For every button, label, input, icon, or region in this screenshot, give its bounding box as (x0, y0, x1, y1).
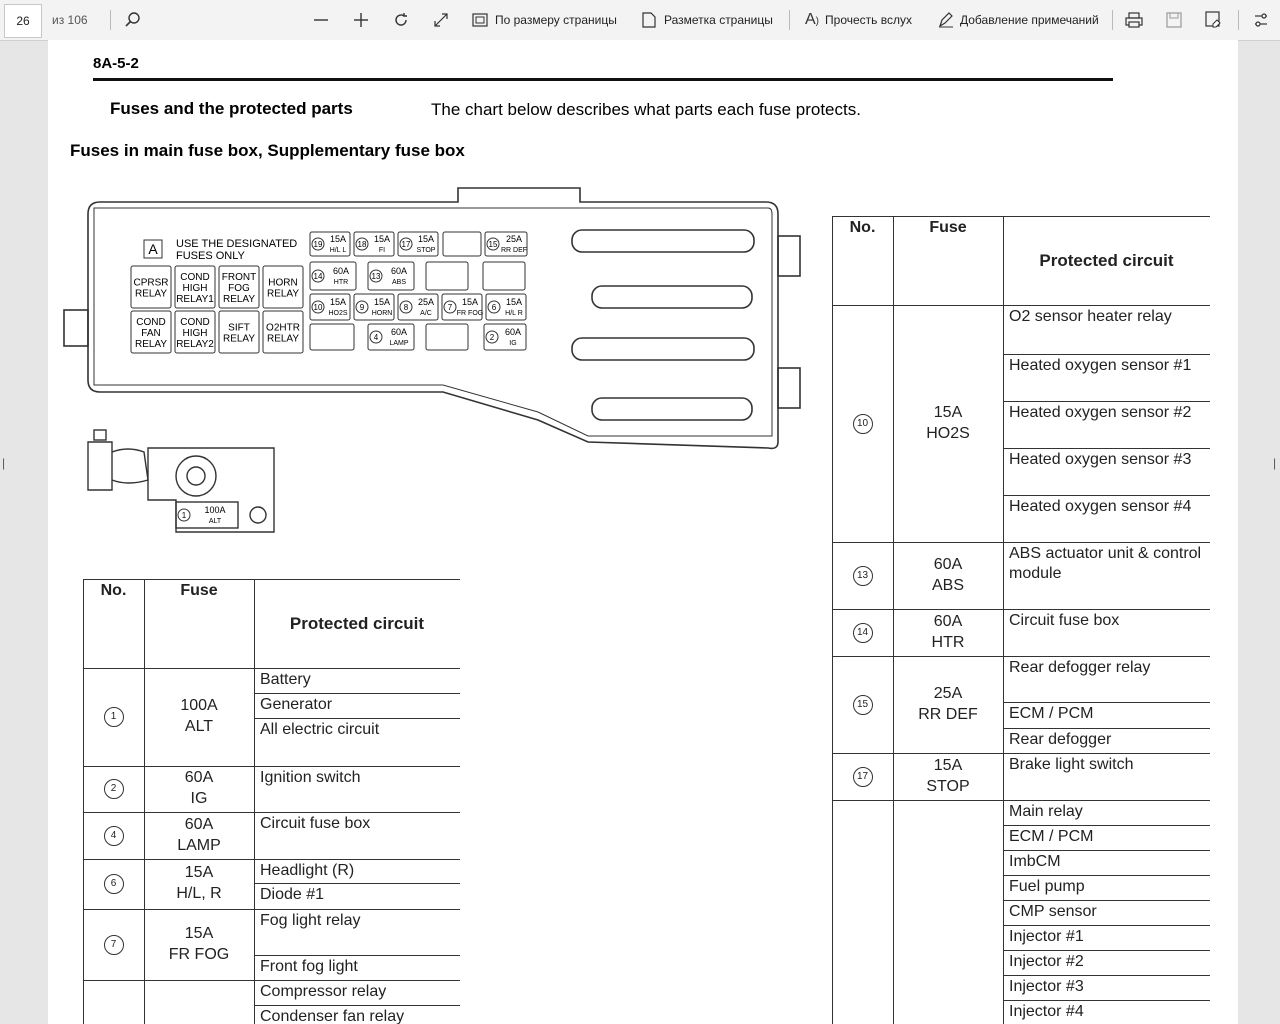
toolbar-divider (110, 10, 111, 30)
fuse-name: H/L L (329, 247, 347, 254)
protected-circuit-cell: Brake light switch (1009, 756, 1134, 773)
relay-label-line: HIGH (182, 328, 208, 339)
subsection-title: Fuses in main fuse box, Supplementary fuse box (70, 141, 465, 160)
fuse-name: IG (509, 340, 517, 347)
fuse-slot-17 (398, 232, 438, 256)
save-button[interactable] (1166, 0, 1182, 40)
designated-note-line2: FUSES ONLY (176, 250, 245, 262)
fuse-amperage: 15A (417, 234, 435, 244)
search-icon (124, 11, 142, 29)
relay-label-line: FRONT (221, 272, 257, 283)
protected-circuit-cell: Heated oxygen sensor #3 (1009, 451, 1192, 468)
fuse-name-cell: FR FOG (168, 945, 230, 963)
designated-note-line1: USE THE DESIGNATED (176, 238, 298, 250)
protected-circuit-cell: ECM / PCM (1009, 828, 1094, 845)
read-aloud-icon: A) (805, 11, 820, 28)
fuse-name-cell: HTR (931, 633, 965, 651)
left-fuse-table (83, 579, 461, 1024)
protected-circuit-cell: Injector #4 (1009, 1003, 1084, 1020)
protected-circuit-cell: Diode #1 (260, 886, 325, 903)
printer-icon (1125, 11, 1143, 29)
fuse-name: H/L R (505, 310, 523, 317)
relay-label-line: COND (180, 317, 210, 328)
fuse-name: STOP (416, 247, 436, 254)
protected-circuit-cell: Headlight (R) (260, 862, 355, 879)
row-divider (832, 609, 1210, 610)
fuse-amperage: 25A (505, 234, 523, 244)
fuse-amperage: 60A (504, 327, 522, 337)
fit-page-icon (472, 13, 488, 27)
read-aloud-button[interactable] (805, 0, 912, 40)
circuit-divider (1003, 875, 1210, 876)
relay-o2htr-relay (263, 311, 303, 353)
relay-label-line: RELAY (134, 339, 168, 350)
pen-icon (938, 12, 954, 28)
page-layout-icon (642, 12, 656, 28)
relay-label-line: HIGH (182, 283, 208, 294)
fuse-name: HORN (371, 310, 393, 317)
fuse-name-cell: STOP (926, 777, 970, 795)
protected-circuit-cell: Injector #3 (1009, 978, 1084, 995)
fuse-slot-7 (442, 294, 483, 320)
relay-label-line: SIFT (228, 322, 250, 334)
fuse-number: 19 (313, 240, 323, 249)
fuse-name: HO2S (328, 310, 348, 317)
save-as-icon (1205, 11, 1223, 29)
header-protected-circuit: Protected circuit (1039, 250, 1174, 270)
relay-label-line: HORN (268, 277, 298, 289)
fuse-box-diagram (48, 180, 818, 540)
relay-label-line: RELAY (222, 294, 256, 305)
row-divider (832, 656, 1210, 657)
toolbar-divider (1112, 10, 1113, 30)
fuse-amperage: 60A (332, 266, 350, 276)
column-divider (254, 579, 255, 1024)
add-notes-label: Добавление примечаний (960, 13, 1099, 27)
fuse-number: 15 (488, 240, 498, 249)
relay-label-line: O2HTR (266, 322, 300, 334)
relay-label-line: RELAY2 (176, 339, 214, 350)
fuse-slot-15 (485, 232, 527, 256)
relay-group (131, 266, 303, 353)
fuse-box-label (144, 238, 297, 262)
header-bottom-rule (832, 305, 1210, 306)
fuse-name-cell: ABS (931, 576, 964, 594)
fuse-amperage: 60A (390, 266, 408, 276)
fuse-slot-13 (368, 262, 414, 290)
fuse-number: 2 (489, 333, 495, 342)
fuse-slot-10 (310, 294, 350, 320)
fuse-amperage: 15A (461, 297, 479, 307)
circuit-divider (1003, 975, 1210, 976)
fuse-slot-9 (354, 294, 394, 320)
protected-circuit-cell: CMP sensor (1009, 903, 1097, 920)
protected-circuit-cell: Compressor relay (260, 983, 387, 1000)
fuse-name-cell: IG (190, 790, 208, 807)
fuse-amperage-cell: 15A (933, 403, 963, 421)
circuit-divider (1003, 850, 1210, 851)
circuit-divider (254, 955, 460, 956)
relay-cond-high-relay1 (175, 266, 215, 308)
fuse-number: 8 (403, 303, 409, 312)
fuse-number-badge: 6 (104, 874, 124, 894)
fuse-amperage-cell: 60A (184, 815, 214, 833)
fuse-number: 18 (357, 240, 367, 249)
fuse-number-badge: 7 (104, 935, 124, 955)
fuse-number-badge: 15 (853, 695, 873, 715)
zoom-out-button[interactable] (312, 0, 330, 40)
fuse-amperage: 15A (329, 234, 347, 244)
settings-icon (1252, 11, 1270, 29)
save-as-button[interactable] (1205, 0, 1223, 40)
table-left-rule (832, 216, 833, 1024)
fuse-name-cell: LAMP (177, 836, 221, 854)
rotate-icon (392, 11, 410, 29)
column-divider (1003, 216, 1004, 1024)
relay-label-line: RELAY (266, 288, 300, 300)
row-divider (832, 753, 1210, 754)
relay-label-line: COND (136, 317, 166, 328)
circuit-divider (1003, 950, 1210, 951)
fuse-number: 17 (401, 240, 411, 249)
table-top-rule (83, 579, 460, 580)
rotate-button[interactable] (392, 0, 410, 40)
protected-circuit-cell: ImbCM (1009, 853, 1061, 870)
protected-circuit-cell: ABS actuator unit & control module (1009, 545, 1202, 582)
header-no: No. (849, 219, 876, 236)
header-rule (93, 78, 1113, 81)
protected-circuit-cell: Main relay (1009, 803, 1083, 820)
fuse-number-badge: 17 (853, 767, 873, 787)
relay-label-line: RELAY (222, 333, 256, 345)
header-fuse: Fuse (929, 219, 967, 236)
scroll-right-arrow-icon[interactable]: | (1273, 456, 1277, 470)
plus-icon (352, 11, 370, 29)
fuse-name: FR FOG (456, 310, 484, 317)
fuse-name: LAMP (389, 340, 409, 347)
fuse-slot-19 (310, 232, 350, 256)
fuse-amperage-cell: 60A (184, 769, 214, 786)
relay-label-line: FOG (228, 283, 250, 294)
circuit-divider (1003, 448, 1210, 449)
fit-page-button[interactable] (472, 0, 617, 40)
page-number-input[interactable] (4, 4, 42, 38)
search-button[interactable] (124, 0, 142, 40)
relay-label-line: RELAY1 (176, 294, 214, 305)
protected-circuit-cell: O2 sensor heater relay (1009, 308, 1172, 325)
right-fuse-table (832, 216, 1210, 1024)
fuse-slot-4 (368, 324, 414, 350)
fuse-number-badge: 10 (853, 414, 873, 434)
header-bottom-rule (83, 668, 460, 669)
relay-label-line: FAN (141, 328, 161, 339)
section-title: Fuses and the protected parts (110, 99, 353, 118)
fuse-name: ABS (391, 279, 407, 286)
protected-circuit-cell: Heated oxygen sensor #1 (1009, 357, 1192, 374)
row-divider (83, 859, 460, 860)
fuse-amperage-cell: 15A (933, 756, 963, 774)
fuse-number: 7 (447, 303, 453, 312)
relay-label-line: COND (180, 272, 210, 283)
fuse-group (310, 232, 527, 350)
fuse-name-cell: HO2S (926, 424, 970, 442)
circuit-divider (254, 693, 460, 694)
header-no: No. (100, 582, 127, 599)
protected-circuit-cell: Rear defogger (1009, 731, 1112, 748)
fuse-name: HTR (333, 279, 349, 286)
header-fuse: Fuse (180, 582, 218, 599)
fuse-slot-1 (178, 505, 226, 525)
fuse-slot-18 (354, 232, 394, 256)
zoom-in-button[interactable] (352, 0, 370, 40)
fuse-number-badge: 2 (104, 779, 124, 799)
protected-circuit-cell: Heated oxygen sensor #2 (1009, 404, 1192, 421)
protected-circuit-cell: Heated oxygen sensor #4 (1009, 498, 1192, 515)
toolbar-divider (789, 10, 790, 30)
fuse-number: 14 (313, 272, 323, 281)
fuse-number: 10 (313, 303, 323, 312)
table-top-rule (832, 216, 1210, 217)
fuse-number: 9 (359, 303, 365, 312)
protected-circuit-cell: Front fog light (260, 958, 358, 975)
relay-sift-relay (219, 311, 259, 353)
add-notes-button[interactable] (938, 0, 1099, 40)
relay-label-line: CPRSR (133, 277, 169, 289)
page-reference: 8A-5-2 (93, 55, 139, 72)
fuse-amperage: 15A (505, 297, 523, 307)
fuse-slot-6 (486, 294, 526, 320)
relay-label-line: RELAY (266, 333, 300, 345)
protected-circuit-cell: Circuit fuse box (1009, 612, 1120, 629)
relay-cprsr-relay (131, 266, 171, 308)
save-icon (1166, 12, 1182, 28)
protected-circuit-cell: Condenser fan relay (260, 1008, 405, 1024)
fuse-name-cell: H/L, R (176, 885, 222, 902)
fuse-amperage: 60A (390, 327, 408, 337)
circuit-divider (254, 1005, 460, 1006)
fullscreen-button[interactable] (432, 0, 450, 40)
fuse-number-badge: 4 (104, 826, 124, 846)
fuse-box-outline (64, 188, 800, 448)
circuit-divider (1003, 401, 1210, 402)
circuit-divider (1003, 495, 1210, 496)
row-divider (83, 909, 460, 910)
circuit-divider (1003, 728, 1210, 729)
protected-circuit-cell: Battery (260, 671, 311, 688)
column-divider (893, 216, 894, 1024)
fuse-name: A/C (420, 310, 432, 317)
collapse-arrows-icon (432, 11, 450, 29)
scroll-left-arrow-icon[interactable]: | (2, 456, 6, 470)
protected-circuit-cell: Ignition switch (260, 769, 361, 786)
protected-circuit-cell: Circuit fuse box (260, 815, 371, 832)
circuit-divider (1003, 925, 1210, 926)
section-description: The chart below describes what parts each fuse protects. (431, 100, 861, 119)
protected-circuit-cell: ECM / PCM (1009, 705, 1094, 722)
protected-circuit-cell: Fog light relay (260, 912, 361, 929)
fuse-amperage: 15A (373, 234, 391, 244)
column-divider (144, 579, 145, 1024)
fuse-number: 13 (371, 272, 381, 281)
protected-circuit-cell: Injector #2 (1009, 953, 1084, 970)
table-left-rule (83, 579, 84, 1024)
row-divider (83, 812, 460, 813)
relay-cond-fan-relay (131, 311, 171, 353)
fuse-slot-8 (398, 294, 438, 320)
fuse-number: 1 (181, 511, 187, 520)
minus-icon (312, 11, 330, 29)
fuse-amperage-cell: 60A (933, 612, 963, 630)
page-total: из 106 (52, 13, 88, 27)
protected-circuit-cell: Fuel pump (1009, 878, 1085, 895)
protected-circuit-cell: Generator (260, 696, 333, 713)
fuse-number: 4 (373, 333, 379, 342)
protected-circuit-cell: All electric circuit (260, 721, 380, 738)
fuse-amperage-cell: 15A (184, 924, 214, 942)
terminal-fuse-label (178, 505, 226, 525)
fuse-slot-14 (310, 262, 356, 290)
toolbar-divider (1238, 10, 1239, 30)
box-letter: A (148, 241, 158, 257)
row-divider (83, 980, 460, 981)
circuit-divider (1003, 702, 1210, 703)
fuse-amperage-cell: 25A (933, 684, 963, 702)
relay-front-fog-relay (219, 266, 259, 308)
fuse-name: RR DEF (500, 247, 528, 254)
fuse-number-badge: 13 (853, 566, 873, 586)
fuse-amperage: 15A (373, 297, 391, 307)
fuse-number: 6 (491, 303, 497, 312)
circuit-divider (1003, 354, 1210, 355)
fuse-amperage: 15A (329, 297, 347, 307)
fuse-name: ALT (208, 518, 222, 525)
circuit-divider (254, 718, 460, 719)
relay-cond-high-relay2 (175, 311, 215, 353)
protected-circuit-cell: Injector #1 (1009, 928, 1084, 945)
circuit-divider (1003, 1000, 1210, 1001)
pdf-toolbar (0, 0, 1280, 41)
fuse-amperage-cell: 15A (184, 864, 214, 881)
page-layout-label: Разметка страницы (664, 13, 773, 27)
fuse-amperage-cell: 100A (180, 697, 218, 714)
fit-page-label: По размеру страницы (495, 13, 617, 27)
row-divider (832, 800, 1210, 801)
fuse-amperage-cell: 60A (933, 555, 963, 573)
fuse-name-cell: RR DEF (918, 705, 978, 723)
circuit-divider (1003, 900, 1210, 901)
circuit-divider (254, 883, 460, 884)
fuse-name: FI (378, 247, 386, 254)
page-current: 26 (16, 14, 30, 28)
fuse-number-badge: 1 (104, 707, 124, 727)
relay-label-line: RELAY (134, 288, 168, 300)
fuse-amperage: 100A (204, 505, 226, 515)
fuse-number-badge: 14 (853, 623, 873, 643)
read-aloud-label: Прочесть вслух (825, 13, 912, 27)
fuse-amperage: 25A (417, 297, 435, 307)
fuse-name-cell: ALT (184, 718, 214, 735)
circuit-divider (1003, 825, 1210, 826)
row-divider (832, 542, 1210, 543)
settings-button[interactable] (1252, 0, 1270, 40)
relay-horn-relay (263, 266, 303, 308)
page-layout-button[interactable] (642, 0, 773, 40)
document-page (48, 40, 1238, 1024)
fuse-slot-2 (484, 324, 526, 350)
print-button[interactable] (1125, 0, 1143, 40)
row-divider (83, 766, 460, 767)
protected-circuit-cell: Rear defogger relay (1009, 659, 1151, 676)
header-protected-circuit: Protected circuit (289, 613, 425, 633)
